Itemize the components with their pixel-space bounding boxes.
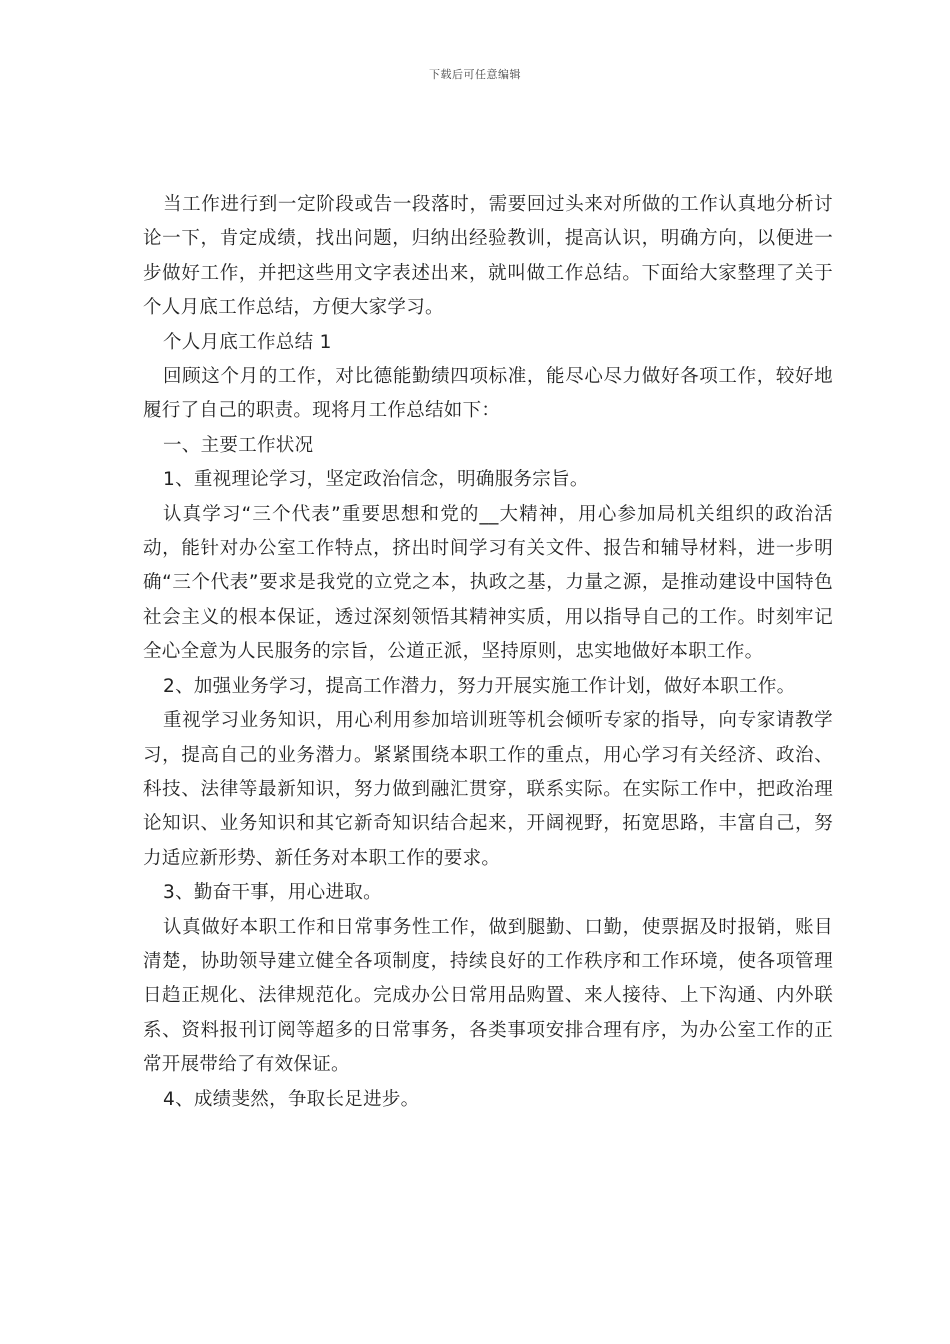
item-heading-2: 2、加强业务学习，提高工作潜力，努力开展实施工作计划，做好本职工作。 <box>163 675 796 697</box>
item-paragraph-2: 重视学习业务知识，用心利用参加培训班等机会倾听专家的指导，向专家请教学习，提高自己的业务潜力。紧紧围绕本职工作的重点，用心学习有关经济、政治、科技、法律等最新知识，努力做到融汇贯穿，联系实际。在实际工作中，把政治理论知识、业务知识和其它新奇知识结合起来，开阔视野，拓宽思路，丰富自己，努力适应新形势、新任务对本职工作的要求。 <box>143 710 833 869</box>
item-paragraph-1: 认真学习“三个代表”重要思想和党的__大精神，用心参加局机关组织的政治活动，能针对办公室工作特点，挤出时间学习有关文件、报告和辅导材料，进一步明确“三个代表”要求是我党的立党之本，执政之基，力量之源，是推动建设中国特色社会主义的根本保证，透过深刻领悟其精神实质，用以指导自己的工作。时刻牢记全心全意为人民服务的宗旨，公道正派，坚持原则，忠实地做好本职工作。 <box>143 503 833 663</box>
item-heading-4: 4、成绩斐然，争取长足进步。 <box>163 1088 420 1110</box>
page-header-note: 下载后可任意编辑 <box>429 68 521 81</box>
item-paragraph-3: 认真做好本职工作和日常事务性工作，做到腿勤、口勤，使票据及时报销，账目清楚，协助领导建立健全各项制度，持续良好的工作秩序和工作环境，使各项管理日趋正规化、法律规范化。完成办公日常用品购置、来人接待、上下沟通、内外联系、资料报刊订阅等超多的日常事务，各类事项安排合理有序，为办公室工作的正常开展带给了有效保证。 <box>143 916 833 1076</box>
overview-paragraph: 回顾这个月的工作，对比德能勤绩四项标准，能尽心尽力做好各项工作，较好地履行了自己的职责。现将月工作总结如下： <box>143 366 833 422</box>
intro-paragraph: 当工作进行到一定阶段或告一段落时，需要回过头来对所做的工作认真地分析讨论一下，肯定成绩，找出问题，归纳出经验教训，提高认识，明确方向，以便进一步做好工作，并把这些用文字表述出来，就叫做工作总结。下面给大家整理了关于个人月底工作总结，方便大家学习。 <box>143 194 833 319</box>
section-title: 个人月底工作总结 1 <box>163 331 332 353</box>
document-body <box>143 188 833 1117</box>
item-heading-3: 3、勤奋干事，用心进取。 <box>163 882 382 904</box>
item-heading-1: 1、重视理论学习，坚定政治信念，明确服务宗旨。 <box>163 469 589 491</box>
subsection-heading: 一、主要工作状况 <box>163 434 314 456</box>
